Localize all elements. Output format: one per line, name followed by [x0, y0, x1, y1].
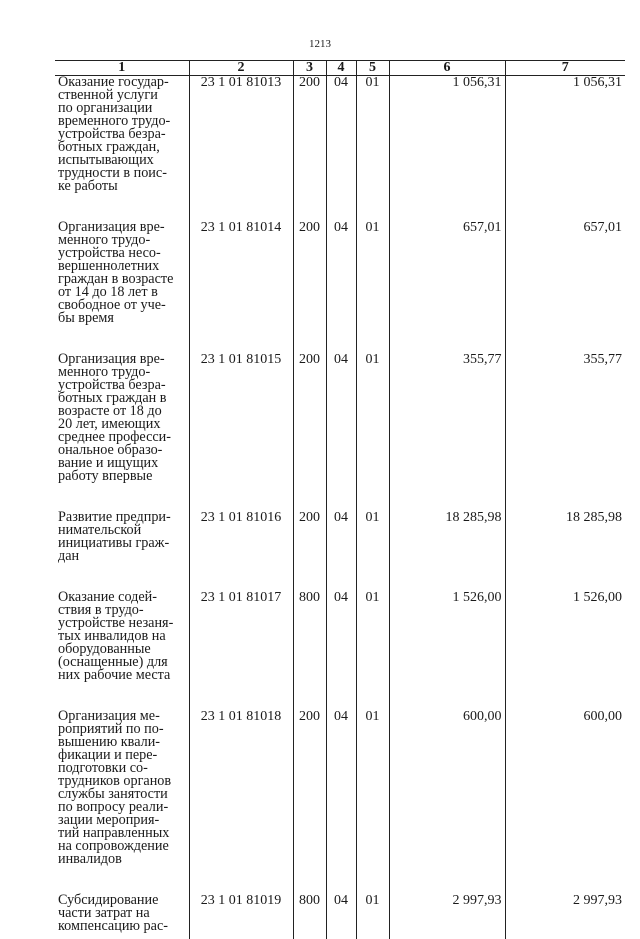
row-col5: 01: [356, 710, 389, 894]
row-col4: 04: [326, 353, 356, 511]
page-number: 1213: [309, 38, 331, 50]
table-row: [55, 591, 625, 710]
row-code: 23 1 01 81014: [189, 221, 293, 353]
row-name: Организация вре- менного трудо- устройства несо- вершеннолетних граждан в возрасте от 14 до 18 лет в свободное от уче- бы время: [58, 219, 174, 326]
row-col5: 01: [356, 221, 389, 353]
row-amount-col7: 18 285,98: [505, 511, 625, 591]
column-header: 3: [293, 61, 326, 76]
column-header: 7: [505, 61, 625, 76]
column-header: 2: [189, 61, 293, 76]
row-code: 23 1 01 81013: [189, 76, 293, 222]
row-col4: 04: [326, 511, 356, 591]
row-amount-col6: 657,01: [389, 221, 505, 353]
row-col4: 04: [326, 76, 356, 222]
row-amount-col6: 1 526,00: [389, 591, 505, 710]
column-header: 6: [389, 61, 505, 76]
row-code: 23 1 01 81016: [189, 511, 293, 591]
row-code: 23 1 01 81017: [189, 591, 293, 710]
row-code: 23 1 01 81015: [189, 353, 293, 511]
row-amount-col6: 18 285,98: [389, 511, 505, 591]
row-col3: 200: [293, 511, 326, 591]
table-row: [55, 710, 625, 894]
row-col3: 200: [293, 221, 326, 353]
table-row: [55, 76, 625, 222]
row-col5: 01: [356, 511, 389, 591]
row-amount-col6: 600,00: [389, 710, 505, 894]
row-name: Организация ме- роприятий по по- вышению квали- фикации и пере- подготовки со- трудников органов службы занятости по вопросу реали- зации мероприя- тий направленных на сопровождение инвалидов: [58, 708, 172, 867]
row-col5: 01: [356, 353, 389, 511]
row-amount-col7: 355,77: [505, 353, 625, 511]
table-row: [55, 511, 625, 591]
row-name: Оказание содей- ствия в трудо- устройстве незаня- тых инвалидов на оборудованные (оснащенные) для них рабочие места: [58, 589, 174, 683]
table-row: [55, 894, 625, 939]
row-col5: 01: [356, 76, 389, 222]
row-amount-col6: 2 997,93: [389, 894, 505, 939]
row-name: Оказание государ- ственной услуги по организации временного трудо- устройства безра- ботных граждан, испытывающих трудности в поис- ке работы: [58, 74, 171, 194]
column-header: 1: [55, 61, 189, 76]
row-col3: 200: [293, 353, 326, 511]
row-amount-col7: 1 526,00: [505, 591, 625, 710]
row-col3: 200: [293, 76, 326, 222]
row-col4: 04: [326, 591, 356, 710]
row-col4: 04: [326, 221, 356, 353]
row-name: Субсидирование части затрат на компенсацию рас-: [58, 892, 168, 934]
row-col3: 200: [293, 710, 326, 894]
row-name: Развитие предпри- нимательской инициативы граж- дан: [58, 509, 171, 564]
row-code: 23 1 01 81019: [189, 894, 293, 939]
row-col5: 01: [356, 894, 389, 939]
row-amount-col6: 1 056,31: [389, 76, 505, 222]
row-col3: 800: [293, 894, 326, 939]
table-row: [55, 221, 625, 353]
row-col4: 04: [326, 710, 356, 894]
column-header: 4: [326, 61, 356, 76]
column-header: 5: [356, 61, 389, 76]
row-amount-col6: 355,77: [389, 353, 505, 511]
budget-table: [55, 60, 625, 939]
row-amount-col7: 600,00: [505, 710, 625, 894]
row-amount-col7: 2 997,93: [505, 894, 625, 939]
row-amount-col7: 1 056,31: [505, 76, 625, 222]
table-row: [55, 353, 625, 511]
row-name: Организация вре- менного трудо- устройства безра- ботных граждан в возрасте от 18 до 20 лет, имеющих среднее професси- ональное образо- вание и ищущих работу впервые: [58, 351, 171, 484]
row-col5: 01: [356, 591, 389, 710]
row-amount-col7: 657,01: [505, 221, 625, 353]
row-col3: 800: [293, 591, 326, 710]
row-code: 23 1 01 81018: [189, 710, 293, 894]
row-col4: 04: [326, 894, 356, 939]
